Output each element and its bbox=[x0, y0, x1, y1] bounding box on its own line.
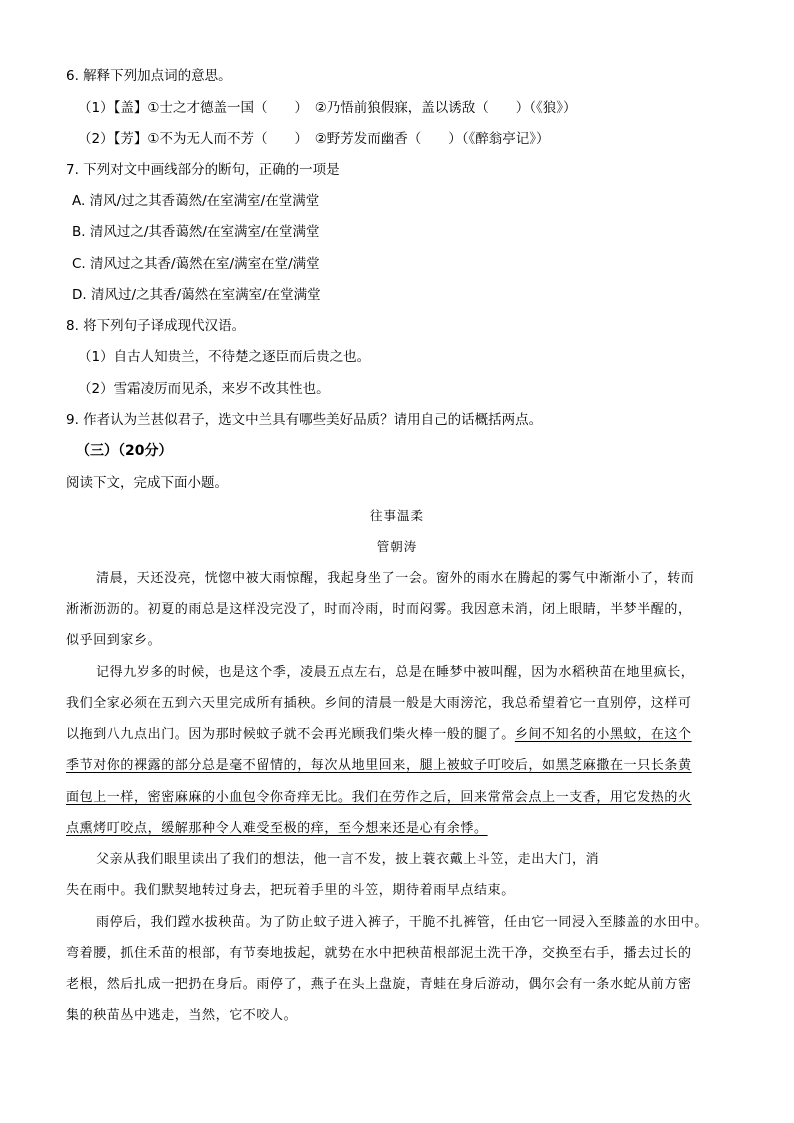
q7-option-d: D. 清风过/之其香/蔼然在室满室/在堂满堂 bbox=[72, 287, 321, 303]
passage-p2-line-6: 点熏烤叮咬点，缓解那种令人难受至极的痒，至今想来还是心有余悸。 bbox=[66, 821, 488, 836]
underlined-sentence: 乡间不知名的小黑蚊，在这个 bbox=[514, 727, 692, 742]
passage-p2-line-3-plain: 以拖到八九点出门。因为那时候蚊子就不会再光顾我们柴火棒一般的腿了。 bbox=[66, 727, 515, 742]
passage-p2-line-1: 记得九岁多的时候，也是这个季，凌晨五点左右，总是在睡梦中被叫醒，因为水稻秧苗在地里疯长， bbox=[96, 665, 695, 680]
passage-p1-line-3: 似乎回到家乡。 bbox=[66, 633, 162, 648]
passage-p2-line-4: 季节对你的裸露的部分总是毫不留情的，每次从地里回来，腿上被蚊子叮咬后，如黑芝麻撒在一只长条黄 bbox=[66, 758, 692, 773]
passage-p2-line-3 bbox=[66, 726, 692, 744]
q6-item-2: （2）【芳】①不为无人而不芳（ ） ②野芳发而幽香（ ）（《醉翁亭记》） bbox=[78, 131, 550, 147]
passage-p4-line-4: 集的秧苗丛中逃走，当然，它不咬人。 bbox=[66, 1008, 298, 1023]
section-heading: （三）（20分） bbox=[76, 443, 173, 459]
passage-title: 往事温柔 bbox=[369, 508, 424, 523]
passage-p4-line-2: 弯着腰，抓住禾苗的根部，有节奏地拔起，就势在水中把秧苗根部泥土洗干净，交换至右手，播去过长的 bbox=[66, 946, 692, 961]
section-instruction: 阅读下文，完成下面小题。 bbox=[66, 475, 228, 491]
q9-stem: 9. 作者认为兰甚似君子，选文中兰具有哪些美好品质？请用自己的话概括两点。 bbox=[66, 412, 543, 428]
passage-p1-line-1: 清晨，天还没亮，恍惚中被大雨惊醒，我起身坐了一会。窗外的雨水在腾起的雾气中渐渐小了，转而 bbox=[96, 571, 695, 586]
q6-stem: 6. 解释下列加点词的意思。 bbox=[66, 68, 232, 84]
passage-p4-line-1: 雨停后，我们蹚水拔秧苗。为了防止蚊子进入裤子，干脆不扎裤管，任由它一同浸入至膝盖的水田中。 bbox=[96, 915, 709, 930]
passage-p3-line-2: 失在雨中。我们默契地转过身去，把玩着手里的斗笠，期待着雨早点结束。 bbox=[66, 883, 515, 898]
q7-stem: 7. 下列对文中画线部分的断句，正确的一项是 bbox=[66, 162, 340, 178]
q7-option-b: B. 清风过之/其香蔼然/在室满室/在堂满堂 bbox=[72, 224, 320, 240]
q8-stem: 8. 将下列句子译成现代汉语。 bbox=[66, 318, 246, 334]
q8-item-2: （2）雪霜凌厉而见杀，来岁不改其性也。 bbox=[78, 381, 330, 397]
passage-p1-line-2: 淅淅沥沥的。初夏的雨总是这样没完没了，时而冷雨，时而闷雾。我因意未消，闭上眼睛，半梦半醒的， bbox=[66, 602, 692, 617]
passage-p2-line-5: 面包上一样，密密麻麻的小血包令你奇痒无比。我们在劳作之后，回来常常会点上一支香，用它发热的火 bbox=[66, 790, 692, 805]
q8-item-1: （1）自古人知贵兰，不待楚之逐臣而后贵之也。 bbox=[78, 349, 371, 365]
passage-author: 管朝涛 bbox=[376, 539, 418, 554]
passage-p3-line-1: 父亲从我们眼里读出了我们的想法，他一言不发，披上蓑衣戴上斗笠，走出大门，消 bbox=[96, 852, 600, 867]
passage-p2-line-2: 我们全家必须在五到六天里完成所有插秧。乡间的清晨一般是大雨滂沱，我总希望着它一直别停，这样可 bbox=[66, 696, 692, 711]
q6-item-1: （1）【盖】①士之才德盖一国（ ） ②乃悟前狼假寐，盖以诱敌（ ）（《狼》） bbox=[78, 100, 577, 116]
q7-option-a: A. 清风/过之其香蔼然/在室满室/在堂满堂 bbox=[72, 193, 320, 209]
q7-option-c: C. 清风过之其香/蔼然在室/满室在堂/满堂 bbox=[72, 256, 320, 272]
passage-p4-line-3: 老根，然后扎成一把扔在身后。雨停了，燕子在头上盘旋，青蛙在身后游动，偶尔会有一条水蛇从前方密 bbox=[66, 977, 692, 992]
